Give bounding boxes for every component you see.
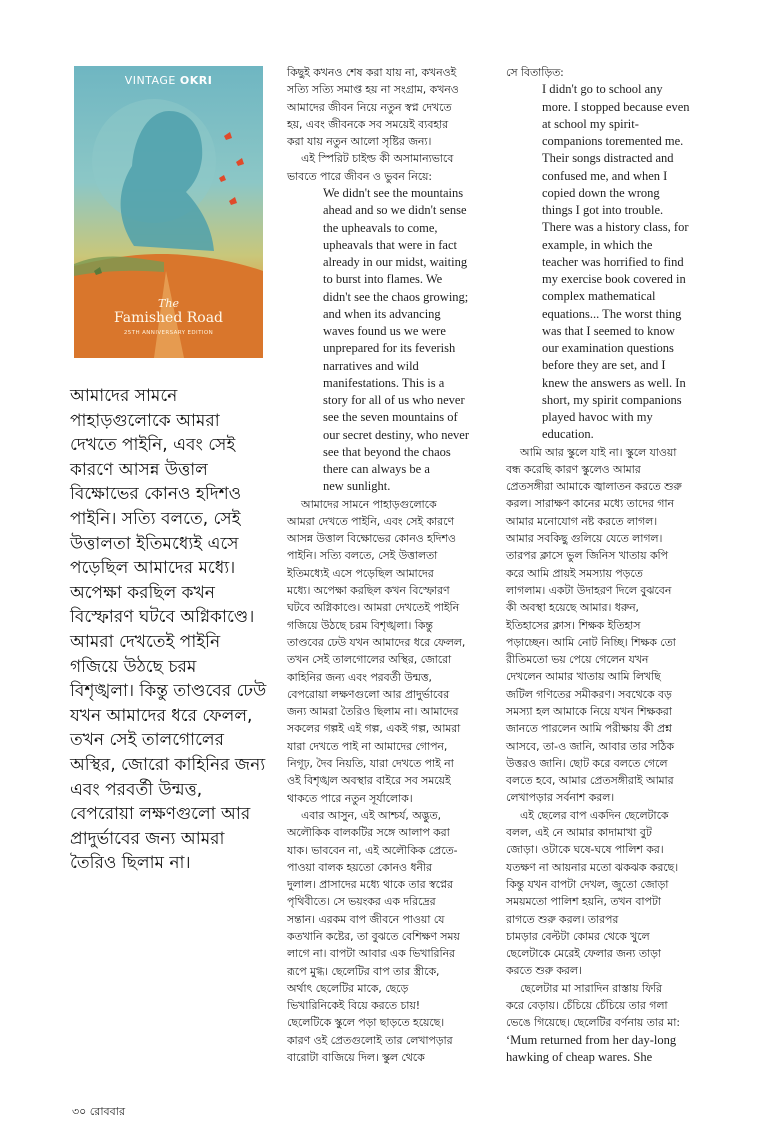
column-3 [506,64,706,1066]
text-line: things I got into trouble. [542,203,664,218]
text-line: education. [542,427,594,442]
butterfly-icon [224,132,232,140]
text-line: copied down the wrong [542,185,660,200]
text-line: more. I stopped because even [542,99,690,114]
text-line: বিস্ফোরণ ঘটবে অগ্নিকাণ্ডে। [70,607,255,628]
text-line: কিন্তু যখন বাপটা দেখল, জুতো জোড়া [506,877,669,891]
text-line: এবং পরবর্তী উন্মত্ত, [70,779,203,800]
c2-lead-paragraph [287,150,489,185]
text-line: উত্তরও জানি। ছোট করে বলতে গেলে [506,756,668,770]
text-line: hawking of cheap wares. She [506,1049,653,1064]
text-line: কতখানি কষ্টের, তা বুঝতে বেশিক্ষণ সময় [287,930,460,943]
c3-paragraph-2 [506,807,706,980]
text-line: আমার সবকিছু গুলিয়ে যেতে লাগল। [506,532,663,546]
text-line: সকলের গল্পই এই গল্প, একই গল্প, আমরা [287,722,461,736]
text-line: আমার মনোযোগ নষ্ট করতে লাগল। [506,514,658,528]
text-line: বন্ধ করেছি কারণ স্কুলেও আমার [506,462,641,476]
text-line: the upheavals to come, [323,220,438,235]
text-line: প্রেতসঙ্গীরা আমাকে জ্বালাতন করতে শুরু [506,480,682,494]
text-line: আমরা দেখতেই পাইনি [70,631,221,652]
text-line: জানতে পারলেন আমি পরীক্ষায় কী প্রশ্ন [506,722,672,736]
text-line: যতক্ষণ না আয়নার মতো ঝকঝক করছে। [506,860,679,874]
text-line: বারোটা বাজিয়ে দিল। স্কুল থেকে [287,1051,425,1065]
text-line: সন্তান। এরকম বাপ জীবনে পাওয়া যে [287,912,445,926]
text-line: রাগতে শুরু করল। তারপর [506,912,619,926]
c3-paragraph-1 [506,444,706,807]
brand-author: OKRI [179,74,213,87]
text-line: করে বেড়ায়। চেঁচিয়ে চেঁচিয়ে তার গলা [506,999,668,1013]
text-line: চামড়ার বেল্টটা কোমর থেকে খুলে [506,929,650,943]
publisher-brand [74,74,263,87]
text-line: লাগলাম। একটা উদাহরণ দিলে বুঝবেন [506,583,672,597]
cover-title: Famished Road [113,310,224,326]
text-line: এই স্পিরিট চাইল্ড কী অসামান্যভাবে [301,152,454,166]
text-line: manifestations. This is a [323,375,445,390]
text-line: অপেক্ষা করছিল কখন [70,582,215,603]
text-line: নিগূঢ়, দৈব নিয়তি, যারা দেখতে পাই না [287,757,454,771]
text-line: confused me, and when I [542,168,668,183]
text-line: পড়াচ্ছেন। আমি নোট নিচ্ছি। শিক্ষক তো [506,635,676,649]
text-line: লাগে না। বাপটা আবার এক ভিখারিনির [287,947,455,961]
text-line: ছেলেটাকে মেরেই ফেলার জন্য তাড়া [506,947,661,961]
text-line: তখন সেই তালগোলের [70,730,224,751]
book-cover [74,66,263,358]
text-line: বেপরোয়া লক্ষণগুলো আর প্রাদুর্ভাবের [287,687,450,701]
text-line: দুলাল। প্রাসাদের মধ্যে থাকে তার স্বপ্নের [287,878,453,892]
brand-vintage: VINTAGE [124,74,176,87]
text-line: short, my spirit companions [542,392,682,407]
text-line: story for all of us who never [323,393,465,408]
pull-quote [70,384,275,876]
text-line: there can always be a [323,462,430,477]
text-line: before they are set, and I [542,358,666,373]
text-line: কারণ ওই প্রেতগুলোই তার লেখাপড়ার [287,1033,453,1047]
c3-paragraph-3 [506,980,706,1032]
text-line: to burst into flames. We [323,272,443,287]
text-line: We didn't see the mountains [323,186,464,201]
text-line: waves found us we were [323,324,446,339]
text-line: পাইনি। সত্যি বলতে, সেই উত্তালতা [287,549,438,563]
text-line: আমাদের সামনে [70,386,178,406]
text-line: দেখলেন আমার খাতায় আমি লিখছি [506,670,661,684]
text-line: যখন আমাদের ধরে ফেলল, [70,705,253,726]
text-line: অস্থির, জোরো কাহিনির জন্য [70,754,266,775]
text-line: পাহাড়গুলোকে আমরা [70,410,220,431]
text-line: played havoc with my [542,410,653,425]
text-line: ঘটবে অগ্নিকাণ্ডে। আমরা দেখতেই পাইনি [287,601,460,615]
text-line: আমি আর স্কুলে যাই না। স্কুলে যাওয়া [520,445,677,459]
cover-edition: 25TH ANNIVERSARY EDITION [123,330,214,336]
text-line: পড়েছিল আমাদের মধ্যে। [70,558,236,579]
butterfly-icon [219,175,226,182]
text-line: see the seven mountains of [323,410,458,425]
text-line: পাইনি। সত্যি বলতে, সেই [70,508,241,529]
text-line: রূপে মুগ্ধ। ছেলেটির বাপ তার স্ত্রীকে, [287,964,440,978]
c3-quote-continued [506,1032,706,1067]
text-line: I didn't go to school any [542,82,663,97]
text-line: আসবে, তা-ও জানি, আবার তার সঠিক [506,739,674,753]
text-line: যারা দেখতে পাই না আমাদের গোপন, [287,739,448,753]
text-line: complex mathematical [542,289,656,304]
text-line: narratives and wild [323,358,419,373]
text-line: Their songs distracted and [542,151,674,166]
text-line: করতে শুরু করল। [506,964,582,978]
page-footer: ৩০ রোববার [72,1105,125,1118]
text-line: ভেঙে গিয়েছে। ছেলেটির বর্ণনায় তার মা: [506,1016,681,1030]
text-line: থাকতে পারে নতুন সূর্যালোক। [287,791,413,805]
text-line: অলৌকিক বালকটির সঙ্গে আলাপ করা [287,826,450,840]
text-line: তাণ্ডবের ঢেউ যখন আমাদের ধরে ফেলল, [287,635,466,649]
text-line: সমস্যা হল আমাকে নিয়ে যখন শিক্ষকরা [506,705,672,718]
text-line: our examination questions [542,341,674,356]
text-line: example, in which the [542,237,653,252]
c2-intro-paragraph [287,64,489,150]
text-line: গজিয়ে উঠছে চরম [70,656,197,677]
c3-english-quote [506,81,706,443]
text-line: at school my spirit- [542,116,639,131]
text-line: জটিল গণিতের সমীকরণ। সবথেকে বড় [506,687,672,701]
text-line: ভাবতে পারে জীবন ও ভুবন নিয়ে: [287,169,433,183]
text-line: ভিখারিনিকেই বিয়ে করতে চায়! [287,999,421,1013]
text-line: see that beyond the chaos [323,444,451,459]
text-line: প্রাদুর্ভাবের জন্য আমরা [70,828,225,849]
text-line: already in our midst, waiting [323,255,468,270]
cover-title-the: The [158,297,179,310]
text-line: বেপরোয়া লক্ষণগুলো আর [70,804,251,825]
text-line: didn't see the chaos growing; [323,289,469,304]
text-line: হয়, এবং জীবনকে সব সময়েই ব্যবহার [287,117,449,131]
text-line: There was a history class, for [542,220,689,235]
text-line: ahead and so we didn't sense [323,203,467,218]
text-line: বিক্ষোভের কোনও হদিশও [70,484,242,505]
text-line: কারণে আসন্ন উত্তাল [70,459,208,480]
text-line: ইতিহাসের ক্লাস। শিক্ষক ইতিহাস [506,618,641,632]
text-line: জোড়া। ওটাকে ঘষে-ঘষে পালিশ কর। [506,843,664,857]
text-line: সত্যি সত্যি সমাপ্ত হয় না সংগ্রাম, কখনও [287,83,459,97]
c2-paragraph-2 [287,807,489,1066]
text-line: লেখাপড়ার সর্বনাশ করল। [506,791,615,805]
text-line: করা যায় নতুন আলো সৃষ্টির জন্য। [287,135,432,149]
text-line: তৈরিও ছিলাম না। [70,853,191,874]
text-line: ইতিমধ্যেই এসে পড়েছিল আমাদের [287,566,434,580]
text-line: teacher was horrified to find [542,254,684,269]
text-line: বলতে হবে, আমার প্রেতসঙ্গীরাই আমার [506,774,674,788]
text-line: মধ্যে। অপেক্ষা করছিল কখন বিস্ফোরণ [287,584,450,598]
text-line: ওই বিশৃঙ্খল অবস্থার বাইরে সব সময়েই [287,774,451,788]
text-line: কিছুই কখনও শেষ করা যায় না, কখনওই [287,66,457,79]
text-line: আমাদের সামনে পাহাড়গুলোকে [301,497,437,511]
text-line: এই ছেলের বাপ একদিন ছেলেটাকে [520,808,669,822]
text-line: বলল, এই নে আমার কাদামাখা বুট [506,826,652,840]
text-line: বিশৃঙ্খলা। কিন্তু তাণ্ডবের ঢেউ [70,681,267,702]
text-line: করে আমি প্রায়ই সমস্যায় পড়তে [506,566,643,580]
text-line: new sunlight. [323,479,391,494]
text-line: আমাদের জীবন নিয়ে নতুন স্বপ্ন দেখতে [287,100,452,114]
text-line: তখন সেই তালগোলের অস্থির, জোরো [287,653,452,667]
text-line: উত্তালতা ইতিমধ্যেই এসে [70,533,239,554]
text-line: সময়মতো পালিশ হয়নি, তখন বাপটা [506,895,661,909]
text-line: was that I seemed to know [542,323,675,338]
text-line: companions toremented me. [542,134,684,149]
c2-translation-paragraph [287,496,489,807]
text-line: যাক। ভাববেন না, এই অলৌকিক প্রেতে- [287,843,458,857]
text-line: knew the answers as well. In [542,375,686,390]
text-line: এবার আসুন, এই আশ্চর্য, অদ্ভুত, [301,808,442,822]
column-2 [287,64,489,1066]
text-line: and when its advancing [323,306,441,321]
text-line: আসন্ন উত্তাল বিক্ষোভের কোনও হদিশও [287,532,456,546]
butterfly-icon [236,158,244,166]
text-line: upheavals that were in fact [323,237,457,252]
text-line: my exercise book covered in [542,272,686,287]
text-line: unprepared for its feverish [323,341,456,356]
text-line: ছেলেটার মা সারাদিন রাস্তায় ফিরি [520,981,662,995]
text-line: ছেলেটিকে স্কুলে পড়া ছাড়তে হয়েছে। [287,1016,445,1030]
text-line: অর্থাৎ ছেলেটির মাকে, ছেড়ে [287,981,409,995]
text-line: কাহিনির জন্য এবং পরবর্তী উন্মত্ত, [287,670,432,684]
text-line: করল। সারাক্ষণ কানের মধ্যে তাদের গান [506,497,674,511]
text-line: ‘Mum returned from her day-long [506,1032,677,1047]
text-line: দেখতে পাইনি, এবং সেই [70,435,236,456]
c3-intro: সে বিতাড়িত: [506,66,564,79]
butterfly-icon [229,197,237,205]
text-line: পাওয়া বালক হয়তো কোনও ধনীর [287,860,432,874]
text-line: আমরা দেখতে পাইনি, এবং সেই কারণে [287,514,454,528]
text-line: our secret destiny, who never [323,427,470,442]
text-line: তারপর ক্লাসে ভুল জিনিস খাতায় কপি [506,549,668,563]
text-line: রীতিমতো ভয় পেয়ে গেলেন যখন [506,653,649,667]
text-line: জন্য আমরা তৈরিও ছিলাম না। আমাদের [287,705,459,719]
text-line: গজিয়ে উঠছে চরম বিশৃঙ্খলা। কিন্তু [287,618,433,632]
text-line: কী অবস্থা হয়েছে আমার। ধরুন, [506,601,639,615]
text-line: equations... The worst thing [542,306,682,321]
text-line: পৃথিবীতে। সে ভয়ংকর এক দরিদ্রের [287,895,436,909]
c2-english-quote [287,185,489,496]
